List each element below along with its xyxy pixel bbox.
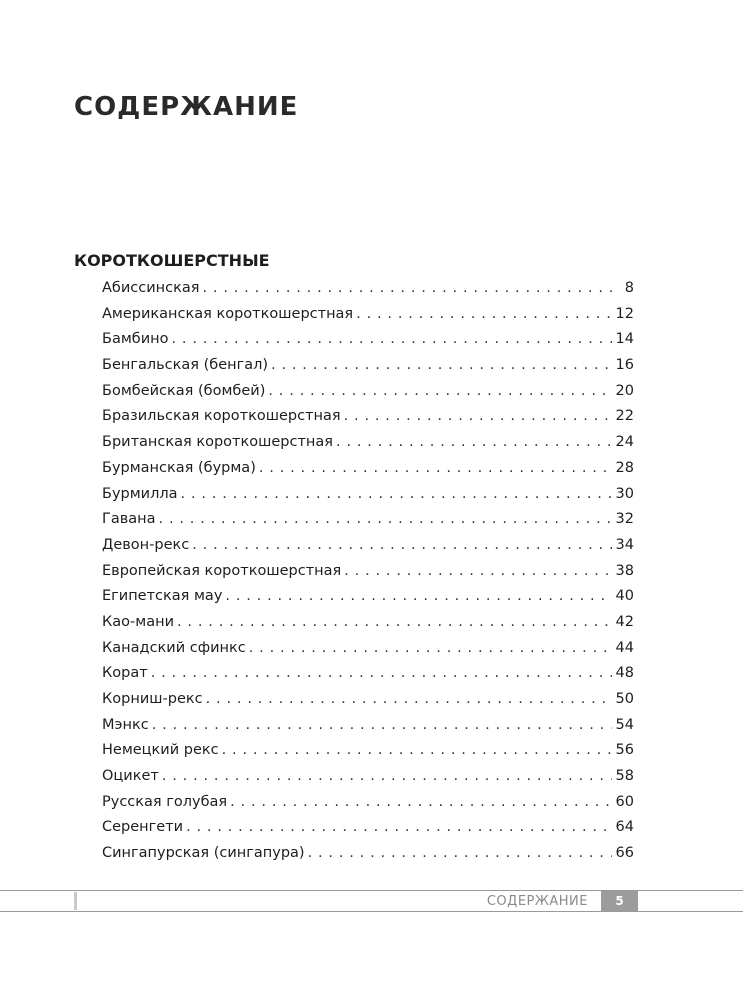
dot-leader	[246, 636, 612, 662]
toc-entry-page-number: 30	[615, 485, 634, 502]
toc-entry-title: Русская голубая	[102, 793, 228, 810]
dot-leader	[203, 687, 612, 713]
toc-entry-title: Мэнкс	[102, 716, 149, 733]
toc-entry[interactable]	[102, 738, 634, 764]
toc-entry[interactable]	[102, 327, 634, 353]
dot-leader	[219, 738, 612, 764]
toc-entry-page-number: 56	[615, 742, 634, 759]
toc-entry-page-number: 20	[615, 382, 634, 399]
toc-entry-title: Бразильская короткошерстная	[102, 408, 341, 425]
toc-entry-title: Сингапурская (сингапура)	[102, 845, 305, 862]
dot-leader	[341, 404, 612, 430]
toc-entry[interactable]	[102, 379, 634, 405]
toc-entry-page-number: 58	[615, 768, 634, 785]
toc-entry-page-number: 12	[615, 305, 634, 322]
toc-entry-title: Канадский сфинкс	[102, 639, 246, 656]
toc-entry[interactable]	[102, 764, 634, 790]
toc-entry-page-number: 28	[615, 459, 634, 476]
dot-leader	[169, 327, 612, 353]
toc-entry[interactable]	[102, 533, 634, 559]
toc-entry-title: Европейская короткошерстная	[102, 562, 342, 579]
toc-entry-page-number: 54	[615, 716, 634, 733]
toc-entry[interactable]	[102, 456, 634, 482]
toc-entry[interactable]	[102, 559, 634, 585]
toc-entry-title: Оцикет	[102, 768, 159, 785]
page-title: СОДЕРЖАНИЕ	[74, 92, 299, 122]
dot-leader	[268, 353, 612, 379]
dot-leader	[333, 430, 612, 456]
toc-entry[interactable]	[102, 687, 634, 713]
toc-entry-page-number: 38	[615, 562, 634, 579]
toc-entry[interactable]	[102, 841, 634, 867]
dot-leader	[341, 559, 611, 585]
toc-entry-title: Серенгети	[102, 819, 184, 836]
toc-entry[interactable]	[102, 276, 634, 302]
page-number-badge: 5	[601, 891, 638, 911]
toc-entry[interactable]	[102, 353, 634, 379]
dot-leader	[174, 610, 612, 636]
toc-entry-page-number: 32	[615, 511, 634, 528]
toc-entry-page-number: 50	[615, 691, 634, 707]
toc-entry[interactable]	[102, 636, 634, 662]
toc-entry-title: Бенгальская (бенгал)	[102, 357, 269, 374]
toc-entry[interactable]	[102, 815, 634, 841]
toc-entry-page-number: 24	[615, 434, 634, 451]
toc-entry-page-number: 16	[615, 357, 634, 374]
dot-leader	[256, 456, 612, 482]
toc-entry-title: Немецкий рекс	[102, 742, 219, 759]
toc-entry-title: Американская короткошерстная	[102, 305, 354, 322]
toc-entry-title: Корниш-рекс	[102, 691, 203, 707]
dot-leader	[227, 790, 611, 816]
toc-entry-page-number: 22	[615, 408, 634, 425]
dot-leader	[189, 533, 611, 559]
toc-entry[interactable]	[102, 302, 634, 328]
toc-entry-page-number: 34	[615, 536, 634, 553]
toc-entry-page-number: 40	[615, 588, 634, 605]
dot-leader	[305, 841, 612, 867]
dot-leader	[149, 713, 612, 739]
toc-entry-title: Бомбейская (бомбей)	[102, 382, 266, 399]
toc-entry-page-number: 44	[615, 639, 634, 656]
section-heading: КОРОТКОШЕРСТНЫЕ	[74, 251, 270, 270]
toc-entry-title: Бурманская (бурма)	[102, 459, 256, 476]
toc-entry-page-number: 42	[615, 613, 634, 630]
toc-entry[interactable]	[102, 584, 634, 610]
toc-entry-page-number: 66	[615, 845, 634, 862]
dot-leader	[353, 302, 611, 328]
toc-entry[interactable]	[102, 482, 634, 508]
dot-leader	[222, 584, 611, 610]
toc-entry-page-number: 8	[624, 280, 634, 296]
toc-entry-title: Као-мани	[102, 613, 175, 630]
dot-leader	[178, 482, 612, 508]
toc-entry-title: Египетская мау	[102, 588, 223, 605]
toc-entry-title: Бурмилла	[102, 485, 178, 502]
toc-list	[102, 276, 634, 867]
dot-leader	[265, 379, 611, 405]
toc-entry-title: Гавана	[102, 511, 156, 528]
toc-entry-page-number: 48	[615, 665, 634, 682]
footer-rule-bottom	[0, 911, 743, 912]
dot-leader	[156, 507, 612, 533]
toc-entry-title: Девон-рекс	[102, 536, 190, 553]
toc-entry[interactable]	[102, 661, 634, 687]
toc-entry[interactable]	[102, 790, 634, 816]
footer-tick-mark	[74, 892, 77, 910]
toc-entry[interactable]	[102, 610, 634, 636]
toc-entry[interactable]	[102, 430, 634, 456]
dot-leader	[183, 815, 611, 841]
toc-entry-title: Бамбино	[102, 331, 169, 348]
toc-entry-page-number: 64	[615, 819, 634, 836]
toc-entry-title: Корат	[102, 665, 148, 682]
toc-entry-page-number: 14	[615, 331, 634, 348]
running-footer-label: СОДЕРЖАНИЕ	[486, 894, 588, 909]
toc-entry[interactable]	[102, 404, 634, 430]
toc-entry[interactable]	[102, 713, 634, 739]
dot-leader	[148, 661, 612, 687]
toc-entry[interactable]	[102, 507, 634, 533]
dot-leader	[159, 764, 612, 790]
toc-entry-title: Британская короткошерстная	[102, 434, 334, 451]
toc-entry-title: Абиссинская	[102, 280, 200, 296]
toc-entry-page-number: 60	[615, 793, 634, 810]
dot-leader	[199, 276, 612, 302]
